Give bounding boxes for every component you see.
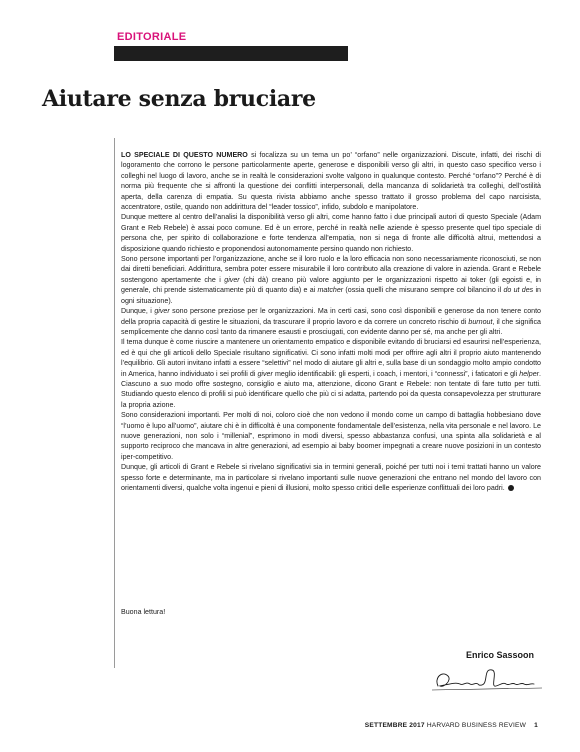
signature-icon (430, 664, 545, 696)
column-rule (114, 138, 115, 668)
author-name: Enrico Sassoon (466, 650, 535, 660)
issue-date: SETTEMBRE 2017 (364, 722, 425, 729)
article-body (121, 150, 541, 493)
page-number: 1 (534, 722, 538, 729)
magazine-name: HARVARD BUSINESS REVIEW (426, 722, 527, 729)
paragraph-3: Sono persone importanti per l’organizzazione, anche se il loro ruolo e la loro efficacia non sono necessariamente riconosciuti, se non dai diretti beneficiari. Addirittura, sembra poter essere misurabile il loro contributo alla creazione di valore in azienda. Grant e Rebele sostengono apertamente che i giver (chi dà) creano più valore aggiunto per le organizzazioni rispetto ai toker (gli egoisti e, in generale, chi prende sistematicamente più di quanto dia) e ai matcher (ossia quelli che misurano sempre col bilancino il do ut des in ogni situazione). (121, 255, 541, 305)
page-footer (365, 722, 538, 729)
end-mark-icon (508, 485, 514, 491)
paragraph-1: LO SPECIALE DI QUESTO NUMERO si focalizza su un tema un po’ “orfano” nelle organizzazioni. Discute, infatti, dei rischi di logoramento che corrono le persone particolarmente aperte, generose e disponibili verso gli altri, in questo caso specifico verso i colleghi nel luogo di lavoro, anche se in realtà le considerazioni svolte valgono in qualunque contesto. Perché “orfano”? Perché è di norma più frequente che si affronti la questione dei conflitti interpersonali, della mancanza di solidarietà tra colleghi, dell’ostilità aperta, della carenza di empatia. Su questa rivista abbiamo anche spesso trattato il grosso problema del capo narcisista, accentratore, ostile, quando non addirittura del “leader tossico”, infido, subdolo e manipolatore. (121, 151, 541, 212)
paragraph-5: Il tema dunque è come riuscire a mantenere un orientamento empatico e disponibile evitando di bruciarsi ed esaurirsi nell’esperienza, ed è qui che gli articoli dello Speciale risultano significativi. Ci sono infatti molti modi per offrire agli altri il proprio aiuto mantenendo l’equilibrio. Gli autori invitano infatti a essere “selettivi” nel modo di aiutare gli altri e, sulla base di un sondaggio molto ampio condotto in America, hanno individuato i sei profili di giver meglio identificabili: gli esperti, i coach, i mentori, i “connessi”, i faticatori e gli helper. Ciascuno a suo modo offre sostegno, consiglio e aiuto ma, attenzione, dicono Grant e Rebele: non tentate di fare tutto per tutti. Studiando questo elenco di profili si può identificare quello che più ci si adatta, partendo poi da questa consapevolezza per strutturare la propria azione. (121, 338, 541, 409)
section-label: EDITORIALE (117, 31, 187, 43)
paragraph-6: Sono considerazioni importanti. Per molti di noi, coloro cioè che non vedono il mondo come un campo di battaglia hobbesiano dove “l’uomo è lupo all’uomo”, aiutare chi è in difficoltà è una componente fondamentale dell’esistenza, nella vita personale e nel lavoro. Le nuove generazioni, non solo i “millenial”, esprimono in modi diversi, spesso abbastanza confusi, una spinta alla solidarietà e al supporto reciproco che mancava in altre generazioni, ad esempio ai baby boomer impegnati a creare nuove posizioni in un contesto iper-competitivo. (121, 411, 541, 461)
paragraph-2: Dunque mettere al centro dell’analisi la disponibilità verso gli altri, come hanno fatto i due principali autori di questo Speciale (Adam Grant e Reb Rebele) è assai poco comune. Ed è un errore, perché in realtà nelle aziende è spesso presente quel tipo speciale di persona che, per spirito di collaborazione e forte tendenza all’empatia, non si nega di fronte alle difficoltà altrui, mettendosi a disposizione quando richiesto e proponendosi autonomamente persino quando non richiesto. (121, 213, 541, 253)
section-bar (114, 46, 348, 61)
closing-line: Buona lettura! (121, 608, 166, 616)
page-title: Aiutare senza bruciare (42, 86, 316, 112)
paragraph-7: Dunque, gli articoli di Grant e Rebele si rivelano significativi sia in termini generali, poiché per tutti noi i temi trattati hanno un valore spesso forte e determinante, ma in particolare si rivelano importanti sulle nuove generazioni che entrano nel mondo del lavoro con orientamenti diversi, qualche volta ingenui e pieni di illusioni, molto spesso critici delle esperienze conflittuali dei loro padri. (121, 463, 541, 492)
paragraph-4: Dunque, i giver sono persone preziose per le organizzazioni. Ma in certi casi, sono così disponibili e generose da non tenere conto della propria capacità di gestire le situazioni, da trascurare il proprio lavoro e da correre un concreto rischio di burnout, il che significa semplicemente che danno così tanto da rimanere esausti e prosciugati, con evidente danno per sé, ma anche per gli altri. (121, 307, 542, 336)
lead-in: LO SPECIALE DI QUESTO NUMERO (121, 151, 248, 159)
